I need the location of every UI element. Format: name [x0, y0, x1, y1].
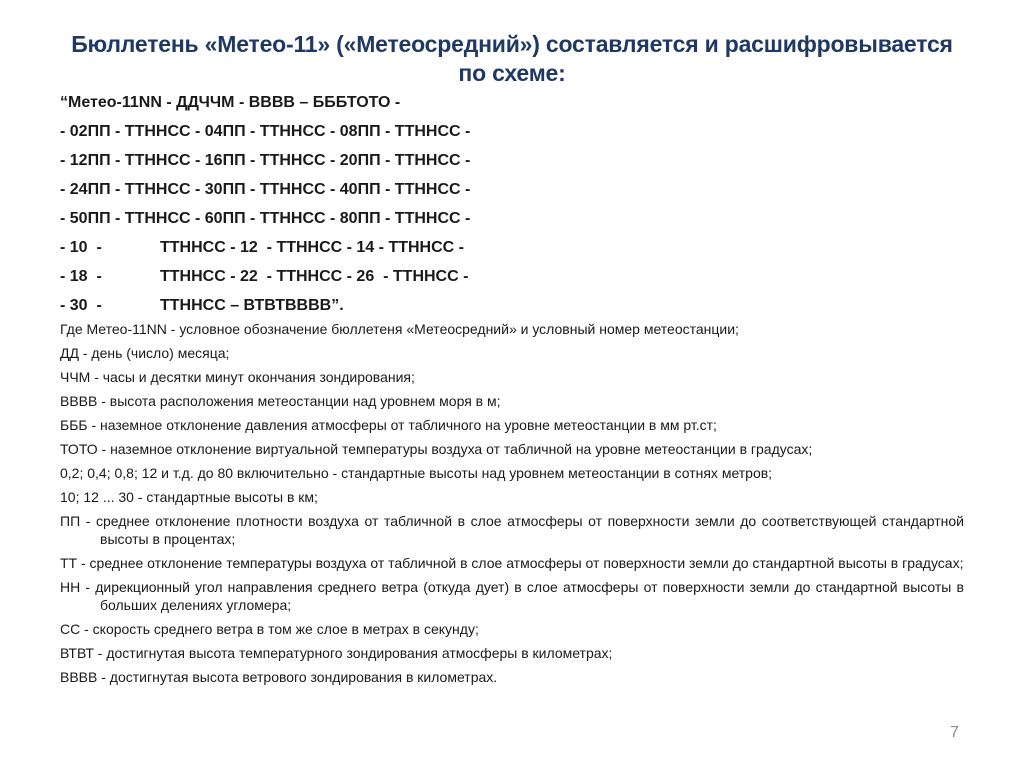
definition-item: ДД - день (число) месяца;	[60, 345, 230, 361]
definitions-list	[60, 320, 964, 692]
scheme-line	[60, 180, 964, 209]
definition-item: ВВВВ - достигнутая высота ветрового зондирования в километрах.	[60, 669, 498, 685]
definition-item: СС - скорость среднего ветра в том же слое в метрах в секунду;	[60, 621, 479, 637]
definition-item: ПП - среднее отклонение плотности воздуха от табличной в слое атмосферы от поверхности земли до соответствующей стандартной высоты в процентах;	[60, 513, 964, 547]
definition-item: ЧЧМ - часы и десятки минут окончания зондирования;	[60, 369, 415, 385]
definition-item: Где Метео-11NN - условное обозначение бюллетеня «Метеосредний» и условный номер метеостанции;	[60, 321, 739, 337]
scheme-line-text: - 24ПП - ТТННСС - 30ПП - ТТННСС - 40ПП - ТТННСС -	[60, 181, 471, 198]
scheme-line	[60, 238, 964, 267]
definition-item: ВТВТ - достигнутая высота температурного зондирования атмосферы в километрах;	[60, 645, 613, 661]
scheme-line-text: ТТННСС - 22 - ТТННСС - 26 - ТТННСС -	[160, 268, 469, 285]
scheme-line	[60, 267, 964, 296]
definition-item: БББ - наземное отклонение давления атмосферы от табличного на уровне метеостанции в мм рт.ст;	[60, 417, 717, 433]
definition-item: ТТ - среднее отклонение температуры воздуха от табличной в слое атмосферы от поверхности земли до стандартной высоты в градусах;	[60, 555, 964, 571]
scheme-line-text: ТТННСС – ВТВТВВВВ”.	[160, 297, 344, 314]
definition-item: 0,2; 0,4; 0,8; 12 и т.д. до 80 включительно - стандартные высоты над уровнем метеостанции в сотнях метров;	[60, 465, 773, 481]
page-number: 7	[950, 724, 959, 741]
scheme-line-text: - 50ПП - ТТННСС - 60ПП - ТТННСС - 80ПП - ТТННСС -	[60, 210, 471, 227]
slide-title: Бюллетень «Метео-11» («Метеосредний») составляется и расшифровывается по схеме:	[71, 31, 953, 86]
scheme-line-text: “Метео-11NN - ДДЧЧМ - ВВВВ – БББТОТО -	[60, 94, 401, 111]
scheme-line-lead: - 18 -	[60, 268, 102, 285]
scheme-line	[60, 93, 964, 122]
scheme-line-lead: - 10 -	[60, 239, 102, 256]
scheme-line	[60, 151, 964, 180]
scheme-line	[60, 209, 964, 238]
scheme-line-lead: - 30 -	[60, 297, 102, 314]
definition-item: 10; 12 ... 30 - стандартные высоты в км;	[60, 489, 318, 505]
scheme-line-text: - 12ПП - ТТННСС - 16ПП - ТТННСС - 20ПП - ТТННСС -	[60, 152, 471, 169]
definition-item: ВВВВ - высота расположения метеостанции над уровнем моря в м;	[60, 393, 501, 409]
scheme-line-text: ТТННСС - 12 - ТТННСС - 14 - ТТННСС -	[160, 239, 464, 256]
scheme-line-text: - 02ПП - ТТННСС - 04ПП - ТТННСС - 08ПП - ТТННСС -	[60, 123, 471, 140]
definition-item: ТОТО - наземное отклонение виртуальной температуры воздуха от табличной на уровне метеостанции в градусах;	[60, 441, 813, 457]
scheme-line	[60, 122, 964, 151]
definition-item: НН - дирекционный угол направления среднего ветра (откуда дует) в слое атмосферы от поверхности земли до стандартной высоты в больших делениях угломера;	[60, 579, 964, 613]
scheme-block	[60, 93, 964, 325]
